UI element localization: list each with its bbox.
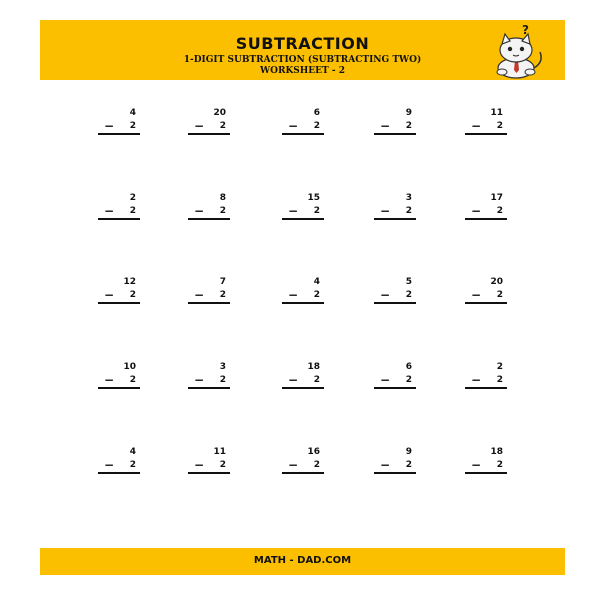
answer-line (465, 302, 507, 304)
subtraction-problem (374, 108, 416, 142)
subtrahend: 2 (219, 121, 226, 131)
answer-line (98, 133, 140, 135)
worksheet-label: WORKSHEET - 2 (260, 66, 345, 76)
subtraction-problem (98, 362, 140, 396)
minus-sign: − (194, 119, 205, 133)
subtrahend: 2 (219, 290, 226, 300)
answer-line (188, 218, 230, 220)
minus-sign: − (471, 373, 482, 387)
minus-sign: − (104, 204, 115, 218)
minus-sign: − (104, 288, 115, 302)
minuend: 16 (307, 447, 320, 457)
subtraction-problem (188, 193, 230, 227)
minuend: 15 (307, 193, 320, 203)
answer-line (188, 302, 230, 304)
subtrahend: 2 (313, 460, 320, 470)
minus-sign: − (380, 458, 391, 472)
minuend: 10 (123, 362, 136, 372)
minuend: 3 (219, 362, 226, 372)
subtraction-problem (282, 193, 324, 227)
minus-sign: − (380, 204, 391, 218)
subtraction-problem (282, 362, 324, 396)
minus-sign: − (104, 373, 115, 387)
subtraction-problem (98, 108, 140, 142)
minuend: 2 (129, 193, 136, 203)
subtraction-problem (465, 362, 507, 396)
answer-line (465, 133, 507, 135)
minuend: 4 (129, 447, 136, 457)
minus-sign: − (194, 373, 205, 387)
minus-sign: − (104, 119, 115, 133)
minuend: 4 (129, 108, 136, 118)
subtrahend: 2 (405, 206, 412, 216)
answer-line (465, 387, 507, 389)
subtrahend: 2 (313, 206, 320, 216)
subtrahend: 2 (129, 121, 136, 131)
subtrahend: 2 (313, 290, 320, 300)
subtrahend: 2 (496, 460, 503, 470)
answer-line (282, 133, 324, 135)
subtrahend: 2 (405, 375, 412, 385)
subtraction-problem (282, 447, 324, 481)
minus-sign: − (471, 204, 482, 218)
subtraction-problem (374, 193, 416, 227)
footer-banner (40, 548, 565, 575)
subtrahend: 2 (405, 121, 412, 131)
page-subtitle: 1-DIGIT SUBTRACTION (SUBTRACTING TWO) (183, 55, 422, 65)
answer-line (465, 218, 507, 220)
answer-line (188, 133, 230, 135)
subtrahend: 2 (313, 121, 320, 131)
minus-sign: − (380, 119, 391, 133)
subtrahend: 2 (219, 460, 226, 470)
subtraction-problem (98, 193, 140, 227)
minuend: 17 (490, 193, 503, 203)
minus-sign: − (288, 373, 299, 387)
minuend: 5 (405, 277, 412, 287)
minus-sign: − (288, 119, 299, 133)
subtrahend: 2 (129, 460, 136, 470)
minuend: 6 (405, 362, 412, 372)
answer-line (282, 472, 324, 474)
subtraction-problem (374, 362, 416, 396)
minus-sign: − (288, 458, 299, 472)
minuend: 20 (213, 108, 226, 118)
answer-line (374, 472, 416, 474)
minuend: 18 (307, 362, 320, 372)
subtrahend: 2 (496, 290, 503, 300)
minuend: 9 (405, 447, 412, 457)
subtraction-problem (188, 447, 230, 481)
minus-sign: − (194, 288, 205, 302)
subtraction-problem (188, 108, 230, 142)
minuend: 8 (219, 193, 226, 203)
minus-sign: − (194, 458, 205, 472)
minuend: 11 (490, 108, 503, 118)
subtrahend: 2 (496, 206, 503, 216)
minuend: 9 (405, 108, 412, 118)
subtraction-problem (465, 193, 507, 227)
minus-sign: − (104, 458, 115, 472)
minus-sign: − (380, 288, 391, 302)
subtraction-problem (374, 277, 416, 311)
answer-line (374, 218, 416, 220)
subtrahend: 2 (405, 460, 412, 470)
minus-sign: − (471, 458, 482, 472)
answer-line (465, 472, 507, 474)
minus-sign: − (288, 204, 299, 218)
subtrahend: 2 (129, 290, 136, 300)
minuend: 2 (496, 362, 503, 372)
minus-sign: − (471, 288, 482, 302)
svg-text:?: ? (522, 23, 529, 37)
answer-line (98, 387, 140, 389)
subtrahend: 2 (219, 206, 226, 216)
subtrahend: 2 (405, 290, 412, 300)
subtraction-problem (282, 277, 324, 311)
subtrahend: 2 (496, 121, 503, 131)
subtraction-problem (282, 108, 324, 142)
answer-line (374, 387, 416, 389)
subtrahend: 2 (496, 375, 503, 385)
answer-line (282, 387, 324, 389)
minuend: 18 (490, 447, 503, 457)
subtrahend: 2 (129, 375, 136, 385)
minus-sign: − (471, 119, 482, 133)
subtraction-problem (98, 447, 140, 481)
answer-line (98, 218, 140, 220)
subtraction-problem (465, 277, 507, 311)
answer-line (98, 472, 140, 474)
page-title: SUBTRACTION (235, 34, 370, 53)
subtraction-problem (374, 447, 416, 481)
minuend: 12 (123, 277, 136, 287)
answer-line (282, 302, 324, 304)
answer-line (282, 218, 324, 220)
footer-site-name: MATH - DAD.COM (253, 555, 352, 566)
minus-sign: − (288, 288, 299, 302)
minus-sign: − (380, 373, 391, 387)
minuend: 4 (313, 277, 320, 287)
subtraction-problem (465, 447, 507, 481)
subtrahend: 2 (129, 206, 136, 216)
answer-line (188, 472, 230, 474)
subtrahend: 2 (313, 375, 320, 385)
minuend: 20 (490, 277, 503, 287)
subtraction-problem (98, 277, 140, 311)
answer-line (374, 302, 416, 304)
subtraction-problem (188, 362, 230, 396)
minus-sign: − (194, 204, 205, 218)
subtraction-problem (188, 277, 230, 311)
subtraction-problem (465, 108, 507, 142)
answer-line (188, 387, 230, 389)
subtrahend: 2 (219, 375, 226, 385)
answer-line (374, 133, 416, 135)
minuend: 11 (213, 447, 226, 457)
answer-line (98, 302, 140, 304)
minuend: 6 (313, 108, 320, 118)
minuend: 7 (219, 277, 226, 287)
minuend: 3 (405, 193, 412, 203)
